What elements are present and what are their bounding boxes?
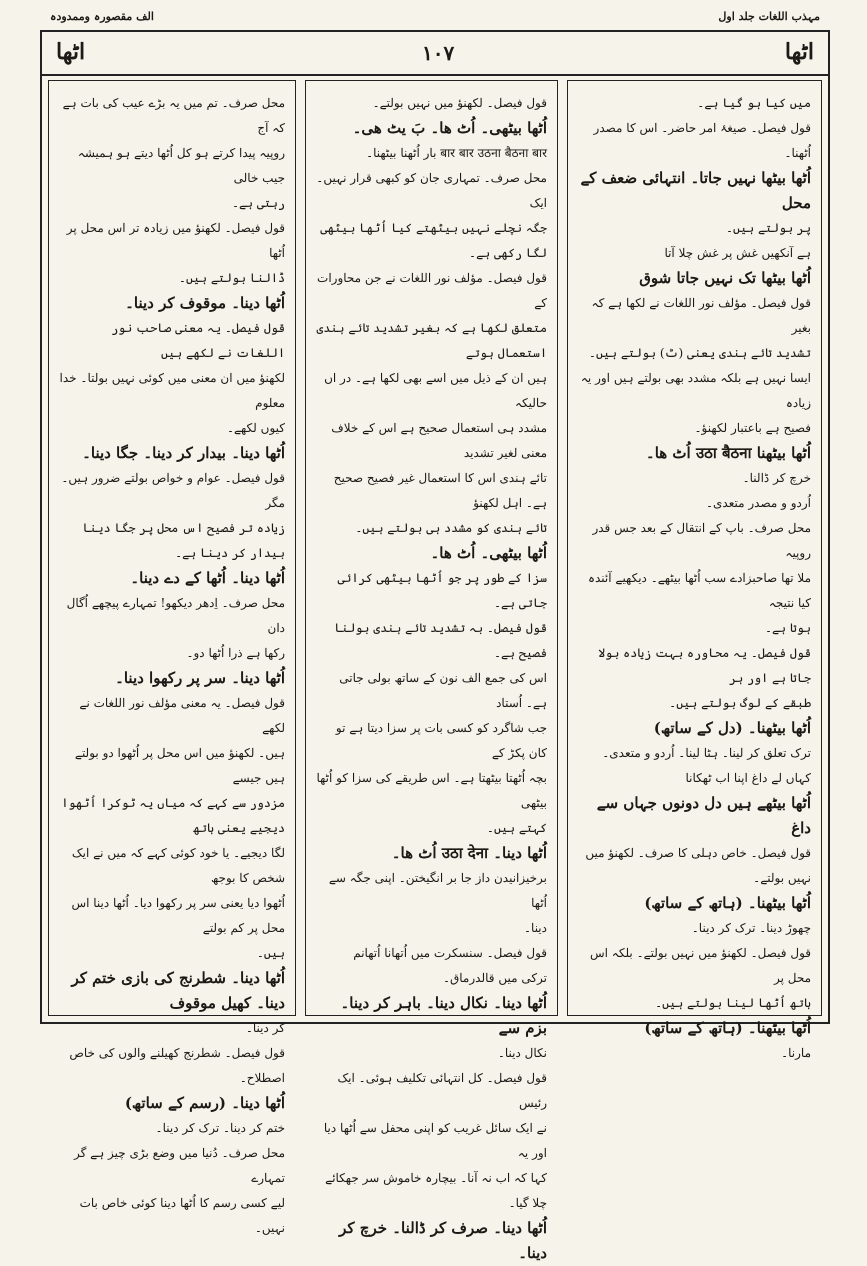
entry-line: محل صرف۔ اِدھر دیکھو! تمہارے پیچھے اُگال دان — [66, 596, 285, 635]
entry-line: محل صرف۔ باپ کے انتقال کے بعد جس قدر روپیہ — [592, 521, 811, 560]
entry-line: کہاں لے داغ اپنا اب ٹھکانا — [685, 771, 811, 785]
entry-line: ہاتھ اُٹھا لینا بولتے ہیں۔ — [655, 996, 811, 1010]
entry-line: اُٹھا بیٹھا نہیں جاتا۔ انتہائی ضعف کے محل — [580, 169, 811, 212]
entry-line: محل صرف۔ تمہاری جان کو کبھی قرار نہیں۔ ایک — [316, 171, 547, 210]
entry-line: ہیں۔ — [256, 946, 285, 960]
entry-line: اُٹھا بیٹھے ہیں دل دونوں جہاں سے داغ — [596, 794, 811, 837]
headword-left: اٹھا — [56, 39, 86, 65]
entry-line: کیوں لکھے۔ — [226, 421, 285, 435]
entry-line: طبقے کے لوگ بولتے ہیں۔ — [669, 696, 811, 710]
entry-line: تشدید تائے ہندی یعنی (ٹ) بولتے ہیں۔ — [588, 346, 811, 360]
entry-line: ترکی میں قالدرماق۔ — [442, 971, 547, 985]
entry-line: تائے ہندی کو مشدد ہی بولتے ہیں۔ — [355, 521, 547, 535]
entry-line: جگہ نچلے نہیں بیٹھتے کیا اُٹھا بیٹھی لگا رکھی ہے۔ — [320, 221, 547, 260]
headword-right: اٹھا — [784, 39, 814, 65]
entry-line: اُٹھا دینا۔ (رسم کے ساتھ) — [124, 1094, 285, 1112]
page-frame — [40, 30, 830, 1262]
entry-line: جب شاگرد کو کسی بات پر سزا دیتا ہے تو کان پکڑ کے — [335, 721, 547, 760]
entry-line: قول فیصل۔ لکھنؤ میں زیادہ تر اس محل پر اُٹھا — [66, 221, 285, 260]
entry-line: کر دینا۔ — [245, 1021, 285, 1035]
entry-line: قول فیصل۔ صیغۂ امر حاضر۔ اس کا مصدر اُٹھنا۔ — [593, 121, 811, 160]
entry-line: قول فیصل۔ عوام و خواص بولتے ضرور ہیں۔ مگر — [61, 471, 285, 510]
entry-line: ہوتا ہے۔ — [764, 621, 811, 635]
entry-line: ہیں۔ لکھنؤ میں اس محل پر اُٹھوا دو بولتے ہیں جیسے — [74, 746, 285, 785]
entry-line: اُٹھا دینا۔ صرف کر ڈالنا۔ خرچ کر دینا۔ — [339, 1219, 547, 1262]
entry-line: اُٹھا بیٹھا تک نہیں جاتا شوق — [639, 269, 811, 287]
entry-line: محل صرف۔ دُنیا میں وضع بڑی چیز ہے گر تمہارے — [74, 1146, 285, 1185]
entry-line: اُٹھا بیٹھی۔ اُٹ ھا۔ — [430, 544, 547, 562]
entry-line: فصیح ہے باعتبار لکھنؤ۔ — [694, 421, 811, 435]
entry-line: کہا کہ اب نہ آنا۔ بیچارہ خاموش سر جھکائے چلا گیا۔ — [325, 1171, 547, 1210]
entry-line: قول فیصل۔ شطرنج کھیلنے والوں کی خاص اصطلاح۔ — [69, 1046, 285, 1085]
entry-line: تائے ہندی اس کا استعمال غیر فصیح صحیح ہے۔ اہل لکھنؤ — [333, 471, 547, 510]
entry-line: ہے آنکھیں غش پر غش چلا آتا — [664, 246, 811, 260]
running-head-right: مہذب اللغات جلد اول — [718, 10, 820, 23]
entry-line: ترک تعلق کر لینا۔ ہٹا لینا۔ اُردو و متعدی۔ — [602, 746, 811, 760]
entry-line: ہیں ان کے ذیل میں اسے بھی لکھا ہے۔ در اں حالیکہ — [324, 371, 547, 410]
entry-line: محل صرف۔ تم میں یہ بڑے عیب کی بات ہے کہ آج — [62, 96, 285, 135]
entry-line: رکھا ہے ذرا اُٹھا دو۔ — [186, 646, 285, 660]
entry-line: لیے کسی رسم کا اُٹھا دینا کوئی خاص بات نہیں۔ — [79, 1196, 285, 1235]
entry-line: اُٹھا بیٹھنا۔ (دل کے ساتھ) — [653, 719, 811, 737]
entry-line: لگا دیجیے۔ یا خود کوئی کہے کہ میں نے ایک شخص کا بوجھ — [71, 846, 285, 885]
running-head-left: الف مقصورہ وممدودہ — [50, 10, 154, 23]
entry-line: اس کی جمع الف نون کے ساتھ بولی جاتی ہے۔ اُستاد — [339, 671, 547, 710]
entry-line: قول فیصل۔ یہ محاورہ بہت زیادہ بولا جاتا ہے اور ہر — [598, 646, 811, 685]
entry-line: اُٹھا بیٹھنا۔ (ہاتھ کے ساتھ) — [644, 1019, 811, 1037]
entry-line: اُٹھوا دیا یعنی سر پر رکھوا دیا۔ اُٹھا دینا اس محل پر کم بولتے — [71, 896, 285, 935]
entry-line: رہتی ہے۔ — [231, 196, 285, 210]
entry-line: خرچ کر ڈالنا۔ — [742, 471, 811, 485]
entry-line: اُٹھا دینا۔ उठा देना اُٹ ھا۔ — [391, 844, 547, 862]
entry-line: قول فیصل۔ لکھنؤ میں نہیں بولتے۔ بلکہ اس محل پر — [589, 946, 811, 985]
entry-line: ایسا نہیں ہے بلکہ مشدد بھی بولتے ہیں اور یہ زیادہ — [580, 371, 811, 410]
entry-line: قول فیصل۔ یہ معنی مؤلف نور اللغات نے لکھے — [79, 696, 285, 735]
entry-line: زیادہ تر فصیح اس محل پر جگا دینا بیدار کر دینا ہے۔ — [82, 521, 285, 560]
entry-line: کہتے ہیں۔ — [486, 821, 547, 835]
entry-line: نکال دینا۔ — [497, 1046, 547, 1060]
entry-line: متعلق لکھا ہے کہ بغیر تشدید تائے ہندی استعمال ہوتے — [316, 321, 547, 360]
page-number: ۱۰۷ — [422, 41, 455, 65]
entry-line: اُٹھا دینا۔ نکال دینا۔ باہر کر دینا۔ بزم سے — [340, 994, 547, 1037]
entry-line: پر بولتے ہیں۔ — [726, 221, 811, 235]
entry-line: اُٹھا دینا۔ سر پر رکھوا دینا۔ — [115, 669, 285, 687]
entry-line: ختم کر دینا۔ ترک کر دینا۔ — [155, 1121, 285, 1135]
entry-line: سزا کے طور پر جو اُٹھا بیٹھی کرائی جاتی ہے۔ — [337, 571, 547, 610]
entry-line: قول فیصل۔ خاص دہلی کا صرف۔ لکھنؤ میں نہیں بولتے۔ — [585, 846, 811, 885]
entry-line: اُردو و مصدر متعدی۔ — [706, 496, 811, 510]
column-middle — [305, 80, 558, 1262]
entry-line: اُٹھا دینا۔ بیدار کر دینا۔ جگا دینا۔ — [82, 444, 285, 462]
entry-line: बार बार उठना बैठना बार بار اُٹھنا بیٹھنا۔ — [366, 146, 547, 160]
entry-line: مشدد ہی استعمال صحیح ہے اس کے خلاف معنی لغیر تشدید — [331, 421, 547, 460]
entry-line: قول فیصل۔ بہ تشدید تائے ہندی بولنا فصیح ہے۔ — [334, 621, 547, 660]
entry-line: نے ایک سائل غریب کو اپنی محفل سے اُٹھا دیا اور یہ — [323, 1121, 547, 1160]
entry-line: ڈالنا بولتے ہیں۔ — [178, 271, 285, 285]
title-bar — [42, 32, 828, 76]
entry-line: اُٹھا بیٹھنا उठा बैठना اُٹ ھا۔ — [645, 444, 811, 462]
entry-line: دینا۔ — [524, 921, 547, 935]
entry-line: قول فیصل۔ کل انتہائی تکلیف ہوئی۔ ایک رئیس — [337, 1071, 547, 1110]
entry-line: میں کیا ہو گیا ہے۔ — [697, 96, 811, 110]
entry-line: مزدور سے کہے کہ میاں یہ ٹوکرا اُٹھوا دیجیے یعنی ہاتھ — [61, 796, 285, 835]
column-right — [567, 80, 822, 1060]
entry-line: مارنا۔ — [781, 1046, 811, 1060]
entry-line: قول فیصل۔ سنسکرت میں اُتھانا اُتھانم — [353, 946, 547, 960]
entry-line: قول فیصل۔ یہ معنی صاحب نور اللغات نے لکھے ہیں — [111, 321, 285, 360]
entry-line: چھوڑ دینا۔ ترک کر دینا۔ — [691, 921, 811, 935]
entry-line: اُٹھا دینا۔ اُٹھا کے دے دینا۔ — [130, 569, 285, 587]
running-head — [40, 8, 830, 26]
entry-line: قول فیصل۔ لکھنؤ میں نہیں بولتے۔ — [372, 96, 547, 110]
entry-line: قول فیصل۔ مؤلف نور اللغات نے لکھا ہے کہ بغیر — [591, 296, 811, 335]
entry-line: برخیزانیدن داز جا بر انگیختن۔ اپنی جگہ سے اُٹھا — [328, 871, 547, 910]
entry-line: قول فیصل۔ مؤلف نور اللغات نے جن محاورات کے — [317, 271, 547, 310]
entry-line: اُٹھا دینا۔ موقوف کر دینا۔ — [125, 294, 285, 312]
entry-line: بچہ اُٹھتا بیٹھتا ہے۔ اس طریقے کی سزا کو اُٹھا بیٹھی — [316, 771, 547, 810]
column-left — [48, 80, 296, 1235]
entry-line: اُٹھا دینا۔ شطرنج کی بازی ختم کر دینا۔ کھیل موقوف — [71, 969, 285, 1012]
entry-line: اُٹھا بیٹھی۔ اُٹ ھا۔ بَ یٹ ھی۔ — [352, 119, 547, 137]
entry-line: لکھنؤ میں ان معنی میں کوئی نہیں بولتا۔ خدا معلوم — [59, 371, 285, 410]
entry-line: اُٹھا بیٹھنا۔ (ہاتھ کے ساتھ) — [644, 894, 811, 912]
entry-line: روپیہ پیدا کرتے ہو کل اُٹھا دیتے ہو ہمیشہ جیب خالی — [77, 146, 285, 185]
entry-line: ملا تھا صاحبزادے سب اُٹھا بیٹھے۔ دیکھیے آئندہ کیا نتیجہ — [587, 571, 811, 610]
